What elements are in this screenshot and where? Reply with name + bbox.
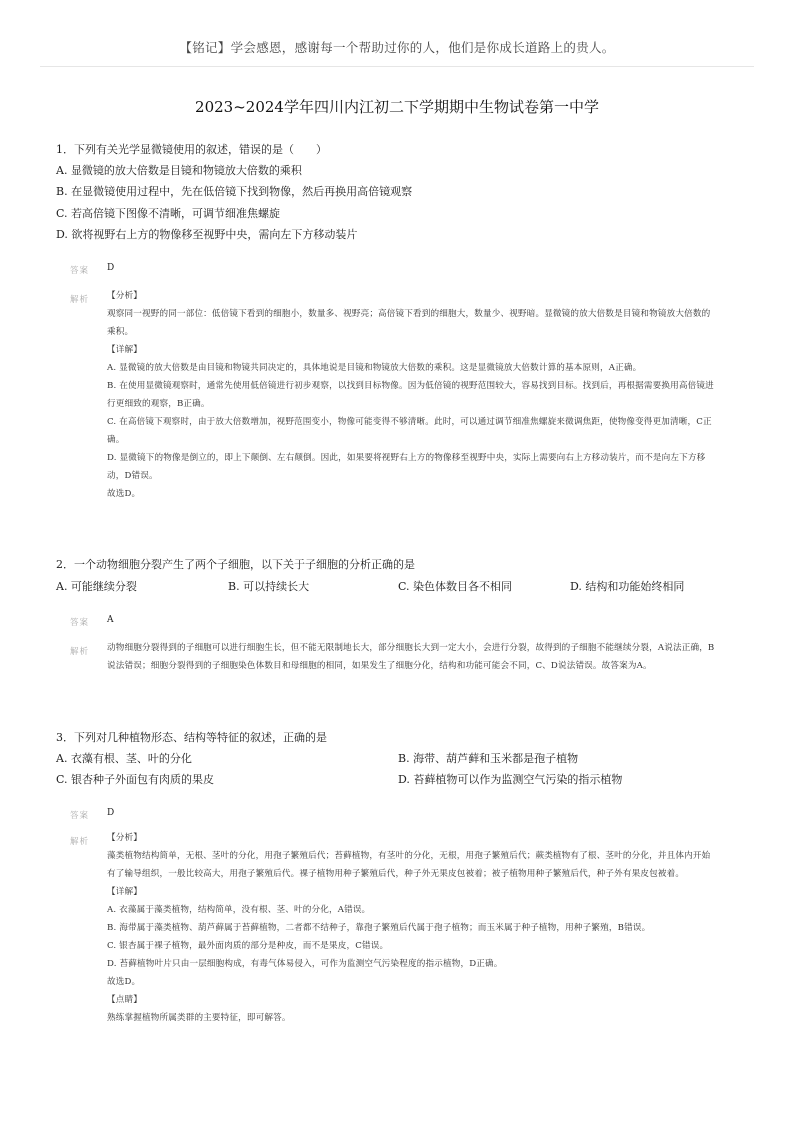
header-divider (40, 66, 754, 67)
question-1-answer: D (107, 263, 115, 273)
analysis-line: 故选D。 (107, 489, 141, 499)
analysis-line: 【详解】 (107, 345, 142, 355)
analysis-line: 藻类植物结构简单，无根、茎叶的分化，用孢子繁殖后代；苔藓植物，有茎叶的分化，无根，用孢子繁殖后代；蕨类植物有了根、茎叶的分化，并且体内开始有了输导组织，一般比较高大，用孢子繁殖后代。裸子植物用种子繁殖后代，种子外无果皮包被着；被子植物用种子繁殖后代，种子外有果皮包被着。 (107, 851, 711, 879)
question-3-option-b: B. 海带、葫芦藓和玉米都是孢子植物 (398, 752, 579, 765)
question-3-option-c: C. 银杏种子外面包有肉质的果皮 (56, 773, 215, 786)
question-3-answer-label: 答案 (70, 811, 90, 821)
analysis-line: 【详解】 (107, 887, 142, 897)
analysis-line: D. 苔藓植物叶片只由一层细胞构成，有毒气体易侵入，可作为监测空气污染程度的指示植物，D正确。 (107, 959, 503, 969)
question-2-analysis-label: 解析 (70, 647, 90, 657)
analysis-line: A. 显微镜的放大倍数是由目镜和物镜共同决定的，具体地说是目镜和物镜放大倍数的乘积。这是显微镜放大倍数计算的基本原则，A正确。 (107, 363, 642, 373)
question-1-answer-label: 答案 (70, 266, 90, 276)
analysis-line: 【分析】 (107, 833, 142, 843)
analysis-line: 熟练掌握植物所属类群的主要特征，即可解答。 (107, 1013, 291, 1023)
question-3-option-d: D. 苔藓植物可以作为监测空气污染的指示植物 (398, 773, 623, 786)
analysis-line: B. 在使用显微镜观察时，通常先使用低倍镜进行初步观察，以找到目标物像。因为低倍镜的视野范围较大，容易找到目标。找到后，再根据需要换用高倍镜进行更细致的观察，B正确。 (107, 381, 714, 409)
question-1-option-a: A. 显微镜的放大倍数是目镜和物镜放大倍数的乘积 (56, 164, 302, 177)
question-1-stem: 1．下列有关光学显微镜使用的叙述，错误的是（ ） (56, 143, 327, 156)
question-3-analysis (107, 829, 719, 1027)
analysis-line: C. 银杏属于裸子植物，最外面肉质的部分是种皮，而不是果皮，C错误。 (107, 941, 389, 951)
question-3-option-a: A. 衣藻有根、茎、叶的分化 (56, 752, 192, 765)
question-2-option-d: D. 结构和功能始终相同 (570, 580, 685, 593)
analysis-line: 【分析】 (107, 291, 142, 301)
question-2-option-a: A. 可能继续分裂 (56, 580, 137, 593)
analysis-line: 【点睛】 (107, 995, 142, 1005)
question-3-answer: D (107, 808, 115, 818)
question-2-answer-label: 答案 (70, 618, 90, 628)
question-1-analysis (107, 287, 719, 503)
analysis-line: C. 在高倍镜下观察时，由于放大倍数增加，视野范围变小，物像可能变得不够清晰。此时，可以通过调节细准焦螺旋来微调焦距，使物像变得更加清晰，C正确。 (107, 417, 712, 445)
question-3-analysis-label: 解析 (70, 837, 90, 847)
question-2-option-b: B. 可以持续长大 (228, 580, 310, 593)
analysis-line: 故选D。 (107, 977, 141, 987)
question-2-analysis (107, 639, 719, 675)
question-1-option-c: C. 若高倍镜下图像不清晰，可调节细准焦螺旋 (56, 207, 281, 220)
analysis-line: 动物细胞分裂得到的子细胞可以进行细胞生长，但不能无限制地长大，部分细胞长大到一定大小，会进行分裂，故得到的子细胞不能继续分裂，A说法正确，B说法错误；细胞分裂得到的子细胞染色体数目和母细胞的相同，如果发生了细胞分化，结构和功能可能会不同，C、D说法错误。故答案为A。 (107, 643, 715, 671)
page-title: 2023~2024学年四川内江初二下学期期中生物试卷第一中学 (195, 98, 599, 116)
question-2-stem: 2．一个动物细胞分裂产生了两个子细胞，以下关于子细胞的分析正确的是 (56, 558, 415, 571)
question-1-option-b: B. 在显微镜使用过程中，先在低倍镜下找到物像，然后再换用高倍镜观察 (56, 185, 413, 198)
analysis-line: B. 海带属于藻类植物、葫芦藓属于苔藓植物，二者都不结种子，靠孢子繁殖后代属于孢子植物；而玉米属于种子植物，用种子繁殖，B错误。 (107, 923, 651, 933)
question-2-answer: A (107, 615, 114, 625)
analysis-line: A. 衣藻属于藻类植物，结构简单，没有根、茎、叶的分化，A错误。 (107, 905, 371, 915)
question-1-option-d: D. 欲将视野右上方的物像移至视野中央，需向左下方移动装片 (56, 228, 358, 241)
header-motto: 【铭记】学会感恩，感谢每一个帮助过你的人，他们是你成长道路上的贵人。 (179, 40, 615, 55)
question-1-analysis-label: 解析 (70, 295, 90, 305)
analysis-line: 观察同一视野的同一部位：低倍镜下看到的细胞小，数量多、视野亮；高倍镜下看到的细胞大，数量少、视野暗。显微镜的放大倍数是目镜和物镜放大倍数的乘积。 (107, 309, 711, 337)
question-2-option-c: C. 染色体数目各不相同 (398, 580, 513, 593)
analysis-line: D. 显微镜下的物像是倒立的，即上下颠倒、左右颠倒。因此，如果要将视野右上方的物像移至视野中央，实际上需要向右上方移动装片，而不是向左下方移动，D错误。 (107, 453, 706, 481)
question-3-stem: 3．下列对几种植物形态、结构等特征的叙述，正确的是 (56, 731, 327, 744)
